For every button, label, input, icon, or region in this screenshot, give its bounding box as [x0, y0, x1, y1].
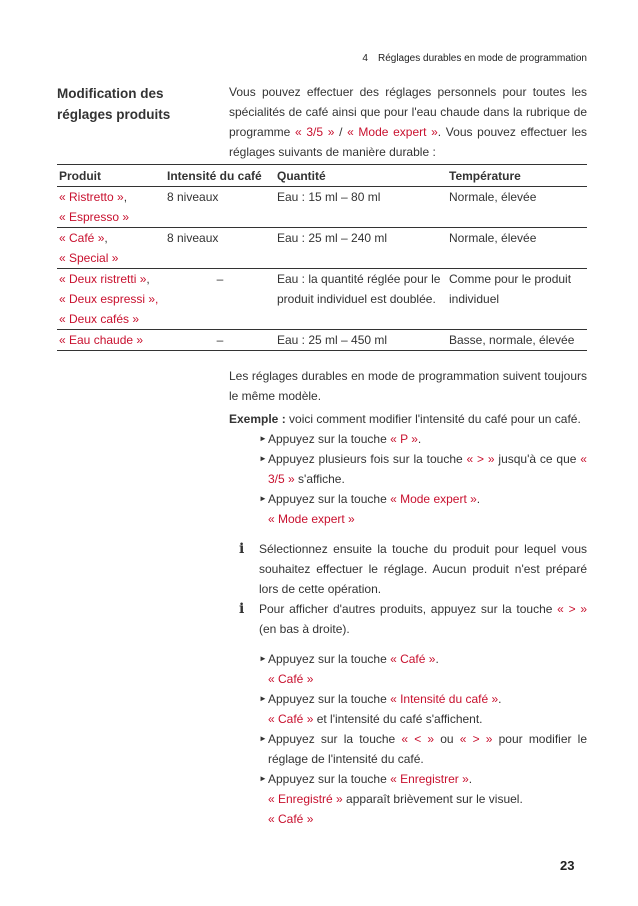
step-text-end: . [476, 492, 481, 506]
table-row [57, 269, 587, 330]
triangle-right-icon: ► [259, 654, 267, 663]
triangle-right-icon: ► [259, 734, 267, 743]
key-enregistrer: « Enregistrer » [390, 772, 469, 786]
cell-temperature: Comme pour le produit individuel [447, 269, 587, 330]
chapter-title: Réglages durables en mode de programmation [377, 53, 587, 64]
info-icon: i [239, 541, 245, 557]
step-text-end: . [435, 652, 439, 666]
key-p: « P » [390, 432, 418, 446]
result-text: apparaît brièvement sur le visuel. [342, 792, 523, 806]
step-text-end: . [498, 692, 502, 706]
page-number: 23 [560, 858, 575, 873]
step-text-mid: jusqu'à ce que [494, 452, 581, 466]
cell-intensity: 8 niveaux [165, 228, 275, 269]
product-name: « Café » [59, 231, 105, 245]
step-text-end: s'affiche. [294, 472, 345, 486]
key-intensite: « Intensité du café » [390, 692, 499, 706]
list-item [259, 689, 587, 729]
list-item [259, 729, 587, 769]
triangle-right-icon: ► [259, 694, 267, 703]
ref-mode-expert: « Mode expert » [347, 125, 438, 139]
cell-quantity: Eau : la quantité réglée pour le produit individuel est doublée. [275, 269, 447, 330]
table-row [57, 228, 587, 269]
chapter-number: 4 [362, 53, 368, 64]
key-next: « > » [459, 732, 493, 746]
step-text: Appuyez sur la touche [268, 772, 391, 786]
cell-temperature: Basse, normale, élevée [447, 330, 587, 351]
product-sep: , [104, 231, 108, 245]
intro-text-end: . Vous pouvez effectuer les réglages suivants de manière durable : [229, 125, 588, 159]
product-name: « Special » [59, 251, 119, 265]
display-cafe: « Café » [268, 712, 314, 726]
table-row [57, 187, 587, 228]
info-note [229, 539, 587, 599]
example-label: Exemple : [229, 412, 286, 426]
result-text: et l'intensité du café s'affichent. [313, 712, 483, 726]
ref-3-5: « 3/5 » [295, 125, 335, 139]
product-sep: , [146, 272, 150, 286]
info-text-end: (en bas à droite). [259, 622, 350, 636]
cell-product [57, 330, 165, 351]
table-row [57, 330, 587, 351]
cell-quantity: Eau : 25 ml – 450 ml [275, 330, 447, 351]
step-text-mid: ou [434, 732, 460, 746]
intro-text: Vous pouvez effectuer des réglages personnels pour toutes les spécialités de café ainsi que pour l'eau chaude dans la rubrique de programme [229, 85, 587, 139]
intro-paragraph [229, 82, 587, 162]
product-sep: , [123, 190, 128, 204]
cell-product [57, 269, 165, 330]
step-text: Appuyez sur la touche [268, 652, 391, 666]
col-header-intensity: Intensité du café [165, 165, 275, 187]
col-header-temperature: Température [447, 165, 587, 187]
product-settings-table [57, 164, 587, 351]
section-title: Modification des réglages produits [57, 86, 171, 122]
list-item [259, 489, 587, 529]
key-prev: « < » [401, 732, 435, 746]
cell-product [57, 228, 165, 269]
info-text: Sélectionnez ensuite la touche du produit pour lequel vous souhaitez effectuer le réglage. Aucun produit n'est préparé lors de cette opération. [259, 542, 587, 596]
step-text: Appuyez plusieurs fois sur la touche [268, 452, 467, 466]
triangle-right-icon: ► [259, 774, 267, 783]
step-result [268, 709, 587, 729]
example-paragraph [229, 409, 587, 429]
cell-product [57, 187, 165, 228]
table-header-row [57, 165, 587, 187]
col-header-quantity: Quantité [275, 165, 447, 187]
col-header-product: Produit [57, 165, 165, 187]
key-next: « > » [466, 452, 495, 466]
cell-temperature: Normale, élevée [447, 187, 587, 228]
list-item [259, 429, 587, 449]
display-3-5: « 3/5 » [268, 452, 587, 486]
triangle-right-icon: ► [259, 434, 267, 443]
key-cafe: « Café » [390, 652, 436, 666]
cell-temperature: Normale, élevée [447, 228, 587, 269]
step-text: Appuyez sur la touche [268, 692, 391, 706]
step-text: Appuyez sur la touche [268, 492, 391, 506]
triangle-right-icon: ► [259, 494, 267, 503]
display-cafe: « Café » [268, 812, 314, 826]
step-text-end: pour modifier le réglage de l'intensité du café. [268, 732, 587, 766]
cell-quantity: Eau : 15 ml – 80 ml [275, 187, 447, 228]
info-icon: i [239, 601, 245, 617]
list-item [259, 449, 587, 489]
info-text: Pour afficher d'autres produits, appuyez sur la touche [259, 602, 558, 616]
ref-separator: / [334, 125, 348, 139]
steps-list-2 [259, 649, 587, 829]
display-mode-expert: « Mode expert » [268, 512, 355, 526]
product-name: « Eau chaude » [59, 333, 144, 347]
product-name: « Espresso » [59, 210, 130, 224]
list-item [259, 769, 587, 829]
list-item [259, 649, 587, 689]
step-text-end: . [468, 772, 473, 786]
product-name: « Deux espressi », [59, 292, 159, 306]
triangle-right-icon: ► [259, 454, 267, 463]
cell-intensity: – [165, 330, 275, 351]
display-cafe: « Café » [268, 672, 314, 686]
procedure-block [229, 366, 587, 829]
product-name: « Deux ristretti » [59, 272, 147, 286]
info-note [229, 599, 587, 639]
step-text: Appuyez sur la touche [268, 732, 402, 746]
example-text: voici comment modifier l'intensité du café pour un café. [285, 412, 581, 426]
key-mode-expert: « Mode expert » [390, 492, 477, 506]
step-result [268, 789, 587, 809]
note-paragraph: Les réglages durables en mode de programmation suivent toujours le même modèle. [229, 369, 587, 403]
product-name: « Ristretto » [59, 190, 124, 204]
cell-quantity: Eau : 25 ml – 240 ml [275, 228, 447, 269]
cell-intensity: – [165, 269, 275, 330]
steps-list-1 [259, 429, 587, 529]
key-next: « > » [557, 602, 587, 616]
cell-intensity: 8 niveaux [165, 187, 275, 228]
running-header [0, 53, 587, 64]
display-enregistre: « Enregistré » [268, 792, 343, 806]
product-name: « Deux cafés » [59, 312, 140, 326]
step-text-end: . [417, 432, 422, 446]
step-text: Appuyez sur la touche [268, 432, 391, 446]
